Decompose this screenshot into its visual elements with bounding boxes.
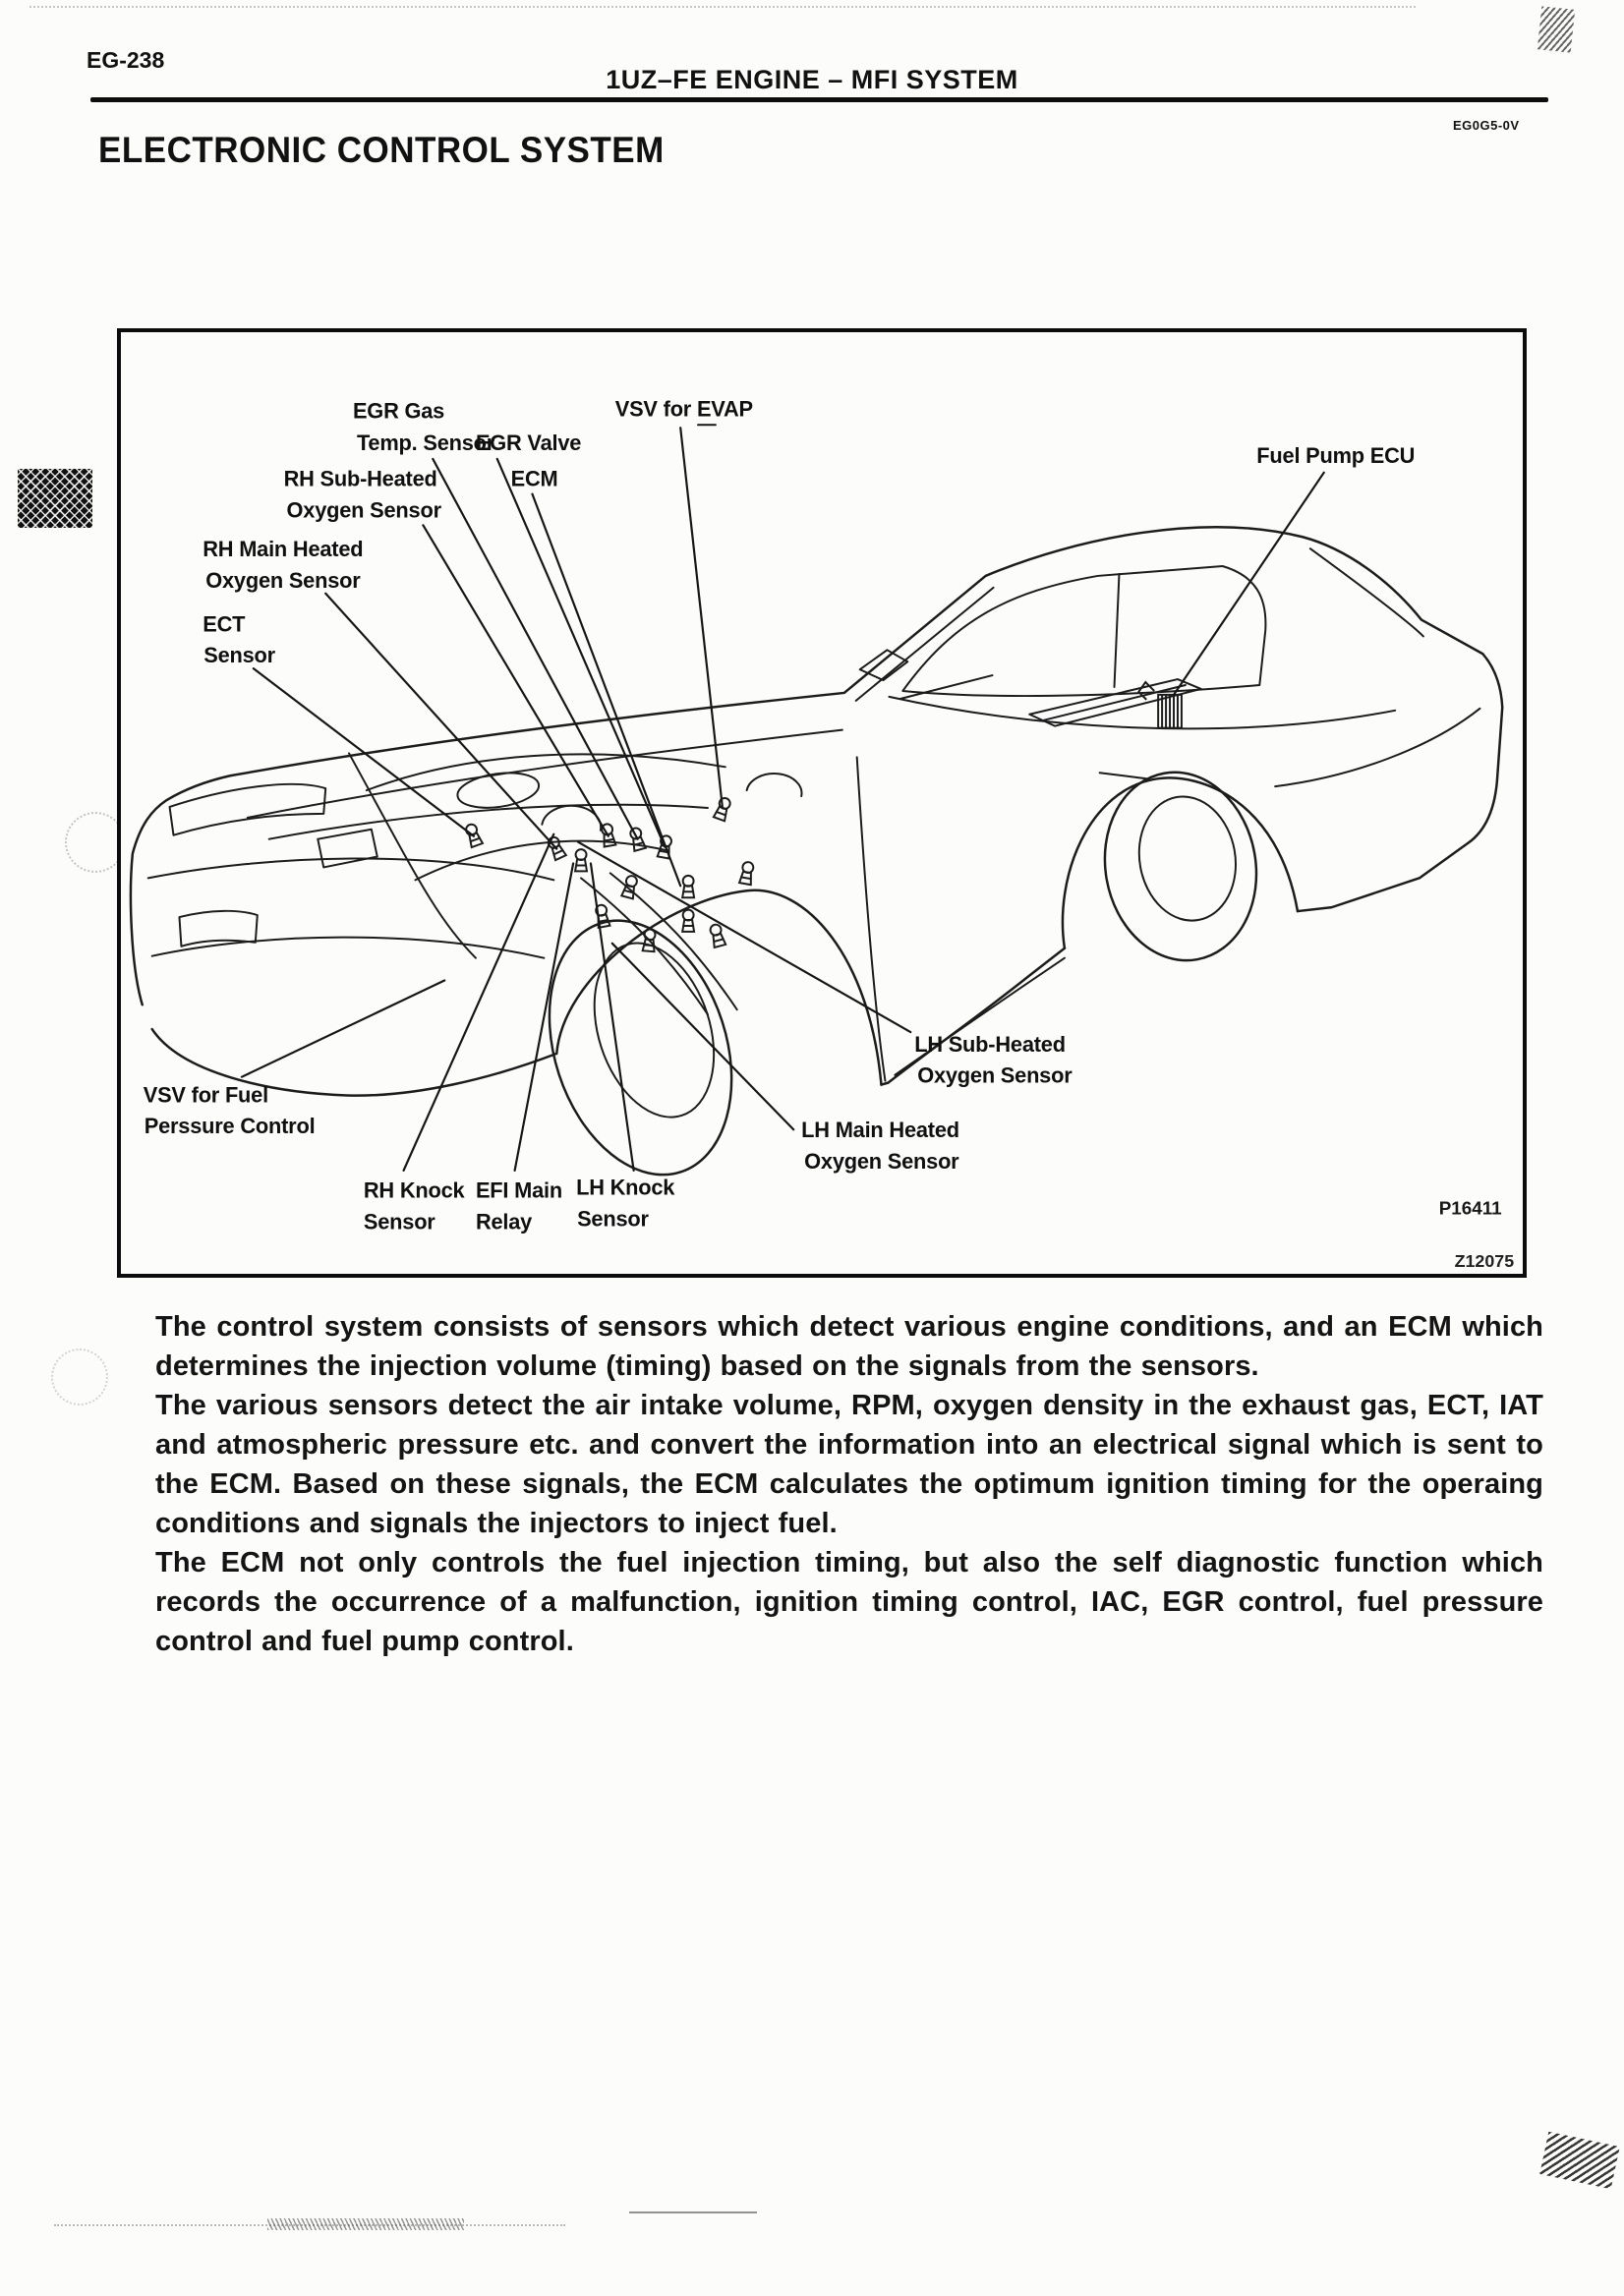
label-rh-main-heated-oxygen-sensor: RH Main Heated	[203, 537, 364, 562]
scan-artifact-bottom-line	[629, 2211, 757, 2213]
page-title: ELECTRONIC CONTROL SYSTEM	[98, 130, 665, 171]
paragraph-control-system: The control system consists of sensors which detect various engine conditions, and an ECM which determines the injection volume (timing) based on the signals from the sensors.	[155, 1311, 1543, 1382]
component-location-figure	[117, 328, 1527, 1278]
scan-artifact-bottom-hatch	[267, 2218, 464, 2230]
scan-artifact-circle-lower	[51, 1349, 108, 1406]
leader-rh-sub-heated-oxygen-sensor	[423, 525, 608, 835]
page-number: EG-238	[87, 47, 165, 73]
figure-part-code: P16411	[1438, 1197, 1502, 1219]
label-fuel-pump-ecu: Fuel Pump ECU	[1256, 442, 1416, 468]
label-ecm: ECM	[510, 466, 558, 491]
figure-page-code: Z12075	[1454, 1251, 1515, 1272]
body-text	[155, 1307, 1543, 1661]
leader-egr-gas-temp-sensor	[433, 459, 637, 839]
paragraph-ecm-functions: The ECM not only controls the fuel injection timing, but also the self diagnostic function which records the occurrence of a malfunction, ignition timing control, IAC, EGR control, fuel pressure control and fuel pump control.	[155, 1547, 1543, 1657]
doc-code: EG0G5-0V	[1453, 118, 1520, 133]
label-ect-sensor: ECT	[203, 611, 246, 637]
car-body	[131, 527, 1502, 1198]
leader-ecm	[532, 494, 680, 887]
scan-artifact-bottom-right	[1539, 2132, 1620, 2189]
leader-lines	[242, 425, 1324, 1171]
label-vsv-for-fuel-pressure-control-line2: Perssure Control	[144, 1114, 316, 1139]
leader-fuel-pump-ecu	[1174, 473, 1324, 695]
label-rh-knock-sensor: RH Knock	[363, 1177, 465, 1203]
leader-vsv-for-evap	[680, 428, 723, 807]
leader-efi-main-relay	[515, 863, 574, 1170]
car-illustration	[121, 332, 1523, 1274]
label-efi-main-relay-line2: Relay	[475, 1209, 533, 1234]
label-lh-main-heated-oxygen-sensor: LH Main Heated	[801, 1118, 959, 1143]
fuel-pump-ecu-component	[1138, 682, 1182, 728]
label-lh-main-heated-oxygen-sensor-line2: Oxygen Sensor	[804, 1148, 959, 1174]
paragraph-sensors: The various sensors detect the air intake volume, RPM, oxygen density in the exhaust gas, ECT, IAT and atmospheric pressure etc. and convert the information into an electrical signal which is sent to the ECM. Based on these signals, the ECM calculates the optimum ignition timing for the operaing conditions and signals the injectors to inject fuel.	[155, 1390, 1543, 1539]
scan-artifact-bottom-dots	[54, 2224, 565, 2226]
label-egr-valve: EGR Valve	[475, 430, 582, 455]
scan-artifact-left-block	[18, 469, 92, 528]
header-rule	[90, 97, 1548, 102]
leader-lh-knock-sensor	[591, 863, 634, 1170]
label-egr-gas-temp-sensor-line2: Temp. Sensor	[356, 430, 495, 455]
sensor-glyphs	[464, 796, 755, 951]
scan-artifact-top-right	[1537, 6, 1575, 52]
leader-rh-knock-sensor	[404, 834, 554, 1171]
section-header: 1UZ–FE ENGINE – MFI SYSTEM	[606, 65, 1018, 94]
label-lh-knock-sensor: LH Knock	[576, 1175, 675, 1200]
label-vsv-for-fuel-pressure-control: VSV for Fuel	[143, 1082, 268, 1108]
leader-vsv-for-fuel-pressure-control	[242, 980, 444, 1076]
label-ect-sensor-line2: Sensor	[203, 643, 275, 668]
label-rh-sub-heated-oxygen-sensor: RH Sub-Heated	[283, 466, 437, 491]
leader-lh-main-heated-oxygen-sensor	[612, 944, 793, 1129]
label-lh-sub-heated-oxygen-sensor-line2: Oxygen Sensor	[917, 1062, 1073, 1088]
label-rh-main-heated-oxygen-sensor-line2: Oxygen Sensor	[205, 567, 361, 593]
label-lh-sub-heated-oxygen-sensor: LH Sub-Heated	[914, 1031, 1066, 1057]
label-lh-knock-sensor-line2: Sensor	[577, 1206, 649, 1232]
label-vsv-for-evap: VSV for EVAP	[614, 396, 753, 422]
scan-artifact-top-dots	[29, 6, 1416, 8]
label-rh-knock-sensor-line2: Sensor	[363, 1209, 435, 1234]
label-egr-gas-temp-sensor: EGR Gas	[352, 398, 445, 424]
label-rh-sub-heated-oxygen-sensor-line2: Oxygen Sensor	[286, 497, 441, 523]
label-efi-main-relay: EFI Main	[475, 1177, 562, 1203]
